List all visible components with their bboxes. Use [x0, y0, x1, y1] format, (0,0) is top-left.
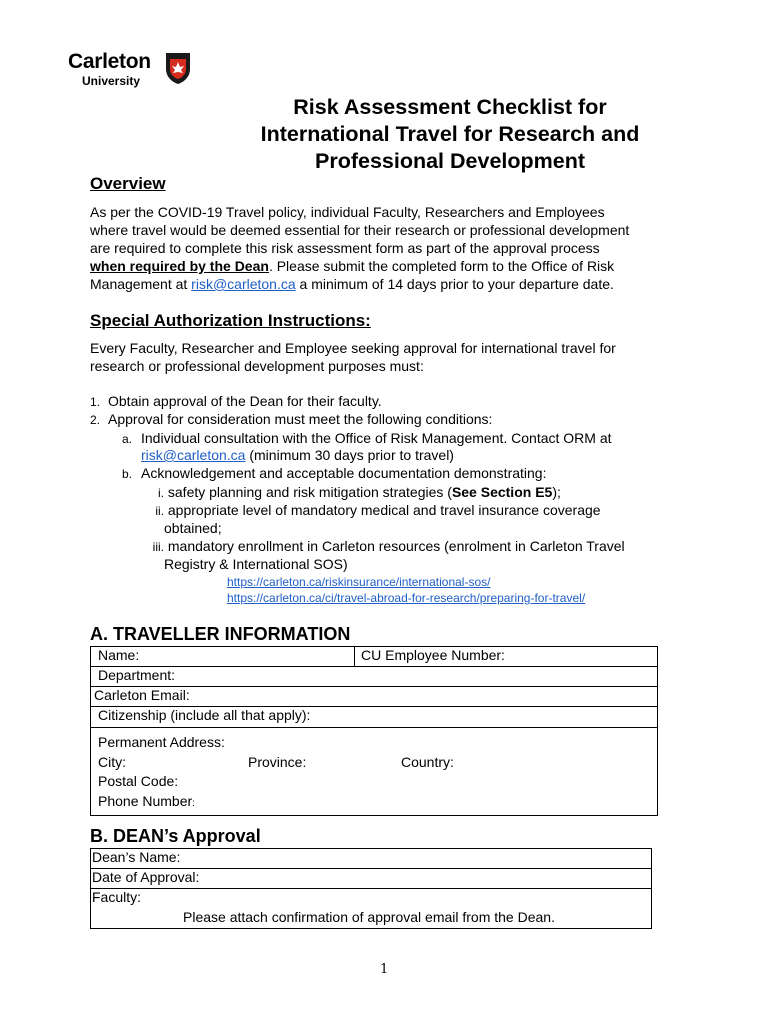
- name-label: Name:: [98, 647, 140, 663]
- approval-note: Please attach confirmation of approval email from the Dean.: [183, 908, 555, 925]
- traveller-info-table: [90, 646, 658, 816]
- overview-line-4-rest: . Please submit the completed form to the Office of Risk: [268, 258, 615, 274]
- overview-heading: Overview: [90, 174, 166, 193]
- list-num-i: i.: [158, 486, 164, 500]
- list-text-2: Approval for consideration must meet the following conditions:: [108, 411, 493, 427]
- list-num-b: b.: [122, 467, 133, 481]
- overview-line-2: where travel would be deemed essential for their research or professional development: [90, 222, 630, 238]
- list-num-a: a.: [122, 432, 133, 446]
- address-cell[interactable]: [91, 728, 658, 816]
- dean-requirement: when required by the Dean: [90, 258, 269, 274]
- citizenship-label: Citizenship (include all that apply):: [98, 707, 311, 723]
- list-num-2: 2.: [90, 413, 101, 427]
- special-heading: Special Authorization Instructions:: [90, 311, 371, 330]
- logo-name: Carleton: [68, 50, 151, 73]
- risk-email-link[interactable]: risk@carleton.ca: [191, 276, 296, 292]
- section-a-heading: A. TRAVELLER INFORMATION: [90, 624, 351, 644]
- title-line-1: Risk Assessment Checklist for: [293, 95, 607, 119]
- phone-colon: :: [192, 797, 195, 809]
- section-b-heading: B. DEAN’s Approval: [90, 826, 261, 846]
- province-label: Province:: [248, 753, 307, 770]
- list-item-iii: [141, 537, 625, 556]
- department-label: Department:: [98, 667, 176, 683]
- list-text-i-pre: safety planning and risk mitigation strategies (: [167, 484, 452, 500]
- city-row: [98, 753, 657, 773]
- employee-number-cell[interactable]: [355, 647, 658, 667]
- list-item-1: [90, 392, 382, 411]
- overview-paragraph: [90, 203, 690, 293]
- list-text-a: Individual consultation with the Office of Risk Management. Contact ORM at: [141, 430, 612, 446]
- list-item-2: [90, 410, 492, 429]
- list-text-b: Acknowledgement and acceptable documentation demonstrating:: [141, 465, 547, 481]
- postal-label: Postal Code:: [98, 773, 179, 789]
- travel-prep-link[interactable]: https://carleton.ca/ci/travel-abroad-for-research/preparing-for-travel/: [227, 591, 586, 605]
- list-num-1: 1.: [90, 395, 101, 409]
- dean-approval-table: [90, 848, 652, 929]
- list-text-i-bold: See Section E5: [451, 484, 553, 500]
- special-intro-line-1: Every Faculty, Researcher and Employee seeking approval for international travel for: [90, 340, 616, 356]
- title-line-3: Professional Development: [314, 149, 586, 173]
- list-text-a-rest: (minimum 30 days prior to travel): [245, 447, 454, 463]
- faculty-label: Faculty:: [92, 889, 142, 905]
- list-num-ii: ii.: [155, 504, 164, 518]
- city-label: City:: [98, 753, 126, 770]
- overview-line-1: As per the COVID-19 Travel policy, individual Faculty, Researchers and Employees: [90, 204, 605, 220]
- list-text-iii-1: mandatory enrollment in Carleton resources (enrolment in Carleton Travel: [167, 538, 625, 554]
- carleton-logo: [68, 50, 198, 90]
- list-item-ii: [141, 501, 601, 520]
- overview-line-5-post: a minimum of 14 days prior to your departure date.: [295, 276, 614, 292]
- note-cell: [91, 909, 652, 929]
- page-number: 1: [380, 962, 389, 977]
- name-cell[interactable]: [91, 647, 355, 667]
- approval-date-label: Date of Approval:: [92, 869, 200, 885]
- title-line-2: International Travel for Research and: [260, 122, 640, 146]
- citizenship-cell[interactable]: [91, 707, 658, 728]
- list-text-i-post: );: [552, 484, 561, 500]
- list-text-iii-2: Registry & International SOS): [164, 556, 348, 572]
- email-label: Carleton Email:: [94, 687, 190, 703]
- overview-line-5: [90, 275, 690, 293]
- country-label: Country:: [401, 753, 454, 770]
- list-item-i: [141, 483, 561, 502]
- special-intro: [90, 339, 690, 375]
- overview-line-3: are required to complete this risk assessment form as part of the approval process: [90, 240, 600, 256]
- shield-icon: [164, 51, 192, 85]
- dean-name-label: Dean’s Name:: [92, 849, 181, 865]
- department-cell[interactable]: [91, 667, 658, 687]
- address-label: Permanent Address:: [98, 734, 225, 750]
- orm-email-link[interactable]: risk@carleton.ca: [141, 447, 246, 463]
- faculty-cell[interactable]: [91, 889, 652, 909]
- employee-number-label: CU Employee Number:: [361, 647, 505, 663]
- logo-sub: University: [82, 74, 141, 88]
- list-text-1: Obtain approval of the Dean for their faculty.: [108, 393, 382, 409]
- special-intro-line-2: research or professional development purposes must:: [90, 358, 424, 374]
- overview-line-4: [90, 257, 690, 275]
- phone-label: Phone Number: [98, 792, 193, 809]
- phone-row: [98, 792, 657, 814]
- page-title: [200, 94, 700, 175]
- approval-date-cell[interactable]: [91, 869, 652, 889]
- international-sos-link[interactable]: https://carleton.ca/riskinsurance/international-sos/: [227, 575, 491, 589]
- list-num-iii: iii.: [152, 540, 164, 554]
- list-item-b: [122, 464, 546, 483]
- dean-name-cell[interactable]: [91, 849, 652, 869]
- list-text-ii-2: obtained;: [164, 520, 222, 536]
- overview-line-5-pre: Management at: [90, 276, 192, 292]
- list-text-ii-1: appropriate level of mandatory medical and travel insurance coverage: [167, 502, 601, 518]
- email-cell[interactable]: [91, 687, 658, 707]
- list-item-a-cont: [141, 446, 454, 464]
